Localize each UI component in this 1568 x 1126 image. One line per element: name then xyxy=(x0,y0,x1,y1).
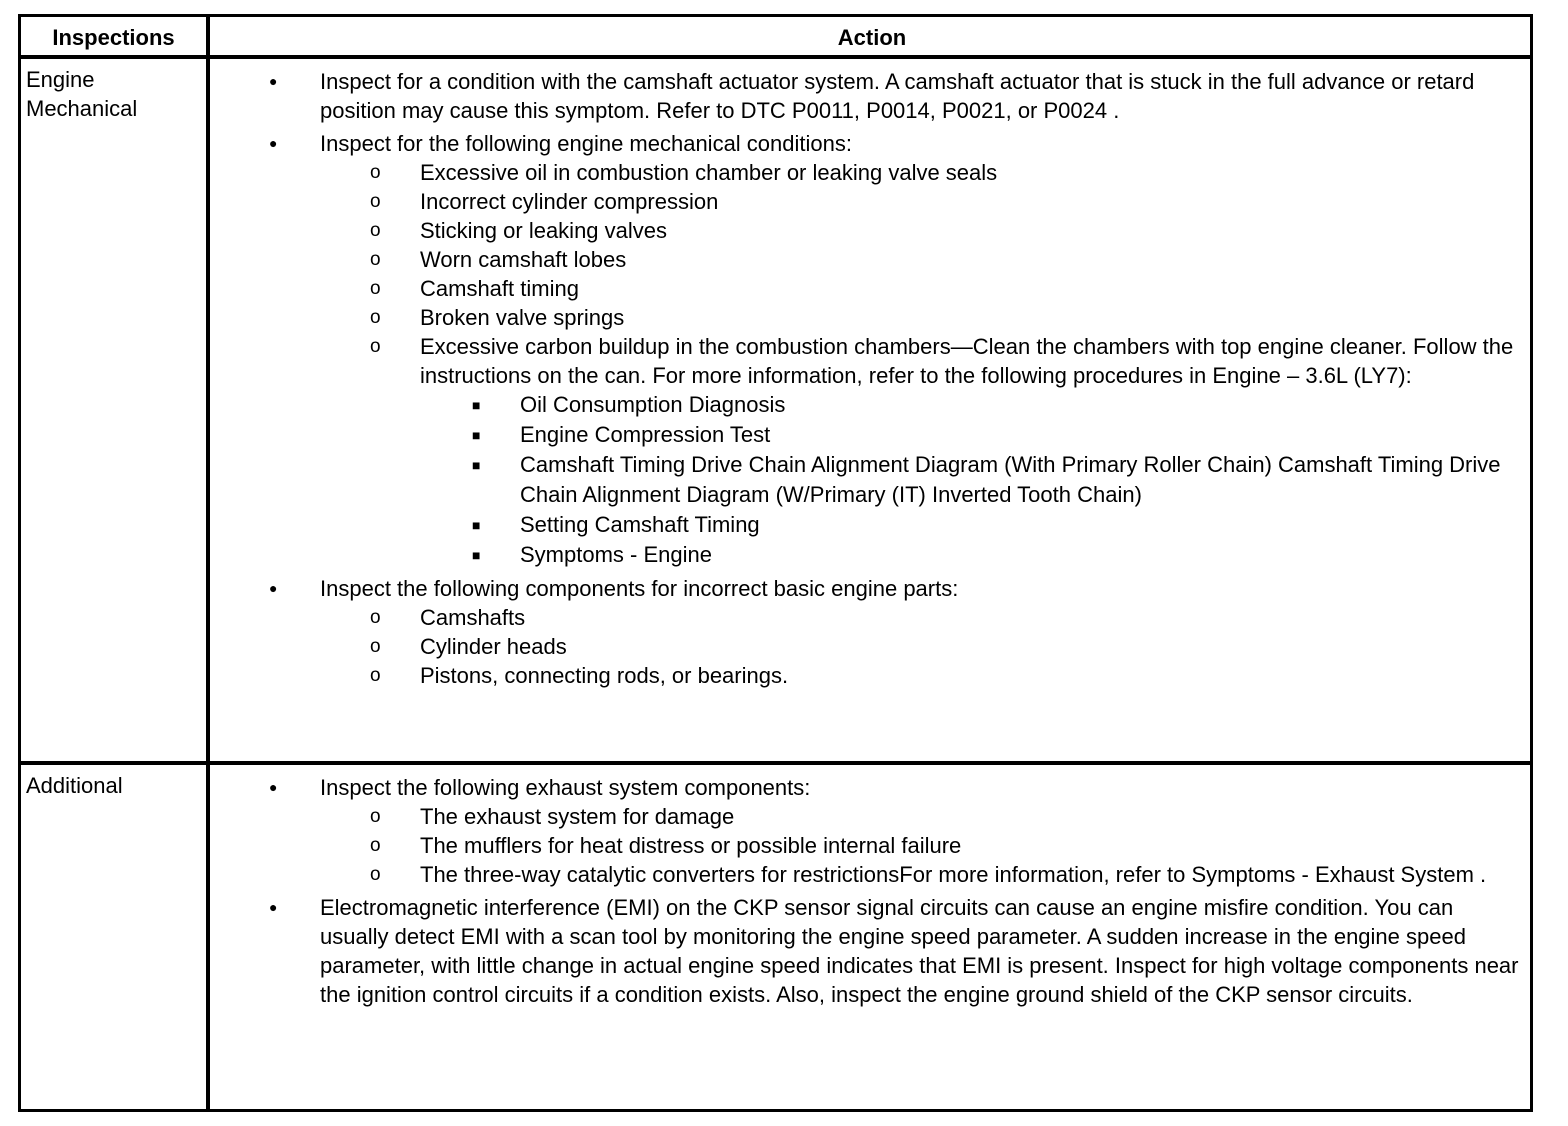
bullet-circle-icon: o xyxy=(370,162,381,183)
list-item xyxy=(320,216,1524,245)
list-item xyxy=(320,158,1524,187)
bullet-dot-icon: ● xyxy=(269,580,278,596)
list-item xyxy=(320,274,1524,303)
list-item-text: Excessive carbon buildup in the combustion chambers—Clean the chambers with top engine cleaner. Follow the instructions on the can. For more information, refer to the following procedures in Engine – 3.6L (LY7): xyxy=(420,334,1514,388)
bullet-dot-icon: ● xyxy=(269,779,278,795)
list-item-text: The mufflers for heat distress or possible internal failure xyxy=(420,833,962,858)
bullet-circle-icon: o xyxy=(370,336,381,357)
header-inspections: Inspections xyxy=(21,17,210,55)
list-item xyxy=(214,773,1530,889)
bullet-circle-icon: o xyxy=(370,607,381,628)
list-level-1 xyxy=(214,765,1530,1009)
list-item-text: Inspect the following exhaust system components: xyxy=(320,775,811,800)
list-item-text: Setting Camshaft Timing xyxy=(520,512,760,537)
list-item-text: Worn camshaft lobes xyxy=(420,247,627,272)
list-item-text: Inspect the following components for incorrect basic engine parts: xyxy=(320,576,959,601)
list-item xyxy=(420,390,1524,420)
list-item xyxy=(214,893,1530,1009)
bullet-circle-icon: o xyxy=(370,806,381,827)
list-item xyxy=(214,67,1530,125)
bullet-circle-icon: o xyxy=(370,191,381,212)
list-item-text: The exhaust system for damage xyxy=(420,804,735,829)
bullet-circle-icon: o xyxy=(370,665,381,686)
list-item xyxy=(320,332,1524,570)
bullet-circle-icon: o xyxy=(370,278,381,299)
row-action-cell xyxy=(214,765,1530,1109)
list-item-text: Symptoms - Engine xyxy=(520,542,712,567)
list-item-text: Inspect for the following engine mechanical conditions: xyxy=(320,131,852,156)
list-item-text: Inspect for a condition with the camshaft actuator system. A camshaft actuator that is stuck in the full advance or retard position may cause this symptom. Refer to DTC P0011, P0014, P0021, or P0024 . xyxy=(320,69,1475,123)
list-level-2 xyxy=(320,603,1524,690)
list-item xyxy=(320,187,1524,216)
list-item-text: Camshaft timing xyxy=(420,276,579,301)
list-item xyxy=(420,540,1524,570)
list-item-text: Electromagnetic interference (EMI) on the CKP sensor signal circuits can cause an engine misfire condition. You can usually detect EMI with a scan tool by monitoring the engine speed parameter. A sudden increase in the engine speed parameter, with little change in actual engine speed indicates that EMI is present. Inspect for high voltage components near the ignition control circuits if a condition exists. Also, inspect the engine ground shield of the CKP sensor circuits. xyxy=(320,895,1519,1007)
table-row xyxy=(21,765,1530,1109)
bullet-circle-icon: o xyxy=(370,249,381,270)
list-item-text: Camshaft Timing Drive Chain Alignment Diagram (With Primary Roller Chain) Camshaft Timing Drive Chain Alignment Diagram (W/Primary (IT) Inverted Tooth Chain) xyxy=(520,452,1501,507)
bullet-square-icon: ■ xyxy=(472,427,481,443)
header-row xyxy=(21,17,1530,59)
list-level-1 xyxy=(214,59,1530,690)
inspection-table xyxy=(18,14,1533,1112)
list-item xyxy=(420,510,1524,540)
list-item xyxy=(320,661,1524,690)
bullet-dot-icon: ● xyxy=(269,899,278,915)
list-item-text: Cylinder heads xyxy=(420,634,567,659)
bullet-circle-icon: o xyxy=(370,864,381,885)
list-level-3 xyxy=(420,390,1524,570)
list-level-2 xyxy=(320,802,1524,889)
list-item xyxy=(320,303,1524,332)
list-item xyxy=(320,831,1524,860)
list-item-text: Incorrect cylinder compression xyxy=(420,189,719,214)
list-item xyxy=(214,129,1530,570)
list-item xyxy=(320,802,1524,831)
bullet-square-icon: ■ xyxy=(472,547,481,563)
list-level-2 xyxy=(320,158,1524,570)
list-item xyxy=(214,574,1530,690)
list-item-text: Excessive oil in combustion chamber or leaking valve seals xyxy=(420,160,998,185)
row-label: Engine Mechanical xyxy=(26,67,138,121)
list-item-text: Engine Compression Test xyxy=(520,422,771,447)
list-item-text: The three-way catalytic converters for restrictionsFor more information, refer to Symptoms - Exhaust System . xyxy=(420,862,1487,887)
row-action-cell xyxy=(214,59,1530,761)
list-item-text: Pistons, connecting rods, or bearings. xyxy=(420,663,789,688)
list-item-text: Oil Consumption Diagnosis xyxy=(520,392,786,417)
header-action: Action xyxy=(837,25,907,50)
list-item-text: Camshafts xyxy=(420,605,526,630)
bullet-circle-icon: o xyxy=(370,835,381,856)
list-item xyxy=(420,420,1524,450)
list-item xyxy=(320,860,1524,889)
bullet-circle-icon: o xyxy=(370,220,381,241)
list-item xyxy=(420,450,1524,510)
list-item xyxy=(320,632,1524,661)
bullet-square-icon: ■ xyxy=(472,517,481,533)
bullet-circle-icon: o xyxy=(370,636,381,657)
bullet-square-icon: ■ xyxy=(472,397,481,413)
table-row xyxy=(21,59,1530,765)
list-item-text: Sticking or leaking valves xyxy=(420,218,668,243)
bullet-dot-icon: ● xyxy=(269,135,278,151)
bullet-circle-icon: o xyxy=(370,307,381,328)
list-item xyxy=(320,245,1524,274)
bullet-dot-icon: ● xyxy=(269,73,278,89)
list-item-text: Broken valve springs xyxy=(420,305,625,330)
row-label: Additional xyxy=(26,773,123,798)
list-item xyxy=(320,603,1524,632)
bullet-square-icon: ■ xyxy=(472,457,481,473)
